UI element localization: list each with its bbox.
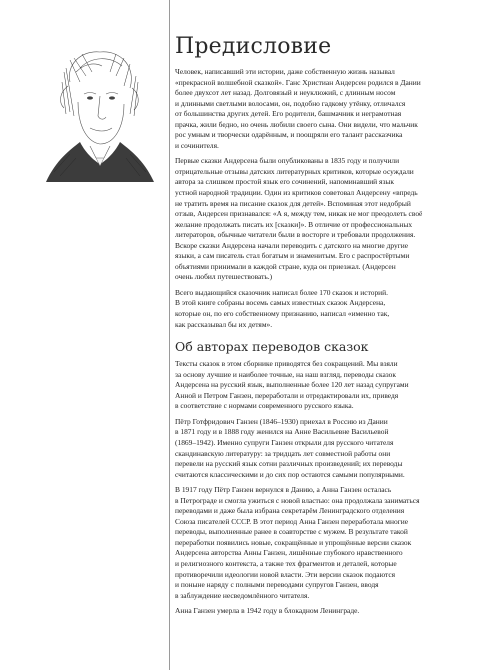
intro-paragraph-1: Человек, написавший эти истории, даже собственную жизнь называл «прекрасной волшебной сказкой». Ганс Христиан Андерсен родился в Дании более двухсот лет назад. Долговязый и неуклюжий, с длинным носом и длинными светлыми волосами, он, подобно гадкому утёнку, отличался от большинства других детей. Его родители, башмачник и неграмотная прачка, жили бедно, но очень любили своего сына. Они видели, что мальчик рос умным и творчески одарённым, и поощряли его талант рассказчика и сочинителя. [175, 67, 421, 150]
intro-paragraph-3: Всего выдающийся сказочник написал более 170 сказок и историй. В этой книге собраны восемь самых известных сказок Андерсена, которые он, по его собственному признанию, написал «именно так, как рассказывал бы их детям». [175, 287, 390, 329]
margin-rule [169, 0, 170, 670]
page-title: Предисловие [175, 34, 332, 59]
section-paragraph-1: Тексты сказок в этом сборнике приводятся без сокращений. Мы взяли за основу лучшие и наиболее точные, на наш взгляд, переводы сказок Андерсена на русский язык, выполненные более 120 лет назад супругами Анной и Петром Ганзен, переработали и отредактировали их, приведя в соответствие с нормами современного русского языка. [175, 359, 409, 411]
author-portrait [40, 42, 160, 190]
section-paragraph-4: Анна Ганзен умерла в 1942 году в блокадном Ленинграде. [175, 606, 360, 616]
section-paragraph-3: В 1917 году Пётр Ганзен вернулся в Данию, а Анна Ганзен осталась в Петрограде и смогла ужиться с новой властью: она продолжала заниматься переводами и даже была избрана секретарём Ленинградского отделения Союза писателей СССР. В этот период Анна Ганзен переработала многие переводы, выполненные ранее в соавторстве с мужем. В результате такой переработки появились новые, сокращённые и упрощённые версии сказок Андерсена авторства Анны Ганзен, лишённые глубокого нравственного и религиозного контекста, а также тех фрагментов и деталей, которые противоречили идеологии новой власти. Эти версии сказок подаются и поныне наряду с полными переводами супругов Ганзен, вводя в заблуждение несведомлённого читателя. [175, 485, 420, 600]
preface-content [175, 34, 467, 622]
intro-paragraph-2: Первые сказки Андерсена были опубликованы в 1835 году и получили отрицательные отзывы датских литературных критиков, которые осуждали автора за слишком простой язык его сочинений, напоминавший язык устной народной традиции. Один из критиков советовал Андерсену «впредь не тратить время на писание сказок для детей». Вспоминая этот недобрый отзыв, Андерсен признавался: «А я, между тем, никак не мог преодолеть своё желание продолжать писать их [сказки]». В отличие от профессиональных литераторов, обычные читатели были в восторге и требовали продолжения. Вскоре сказки Андерсена начали переводить с датского на многие другие языки, а сам писатель стал богатым и знаменитым. Его с распростёртыми объятиями принимали в каждой стране, куда он приезжал. (Андерсен очень любил путешествовать.) [175, 156, 423, 282]
section-heading: Об авторах переводов сказок [175, 339, 369, 355]
section-paragraph-2: Пётр Готфридович Ганзен (1846–1930) приехал в Россию из Дании в 1871 году и в 1888 году женился на Анне Васильевне Васильевой (1869–1942). Именно супруги Ганзен открыли для русского читателя скандинавскую литературу: за тридцать лет совместной работы они перевели на русский язык сотни различных произведений; их переводы считаются классическими и до сих пор остаются самыми популярными. [175, 416, 405, 479]
